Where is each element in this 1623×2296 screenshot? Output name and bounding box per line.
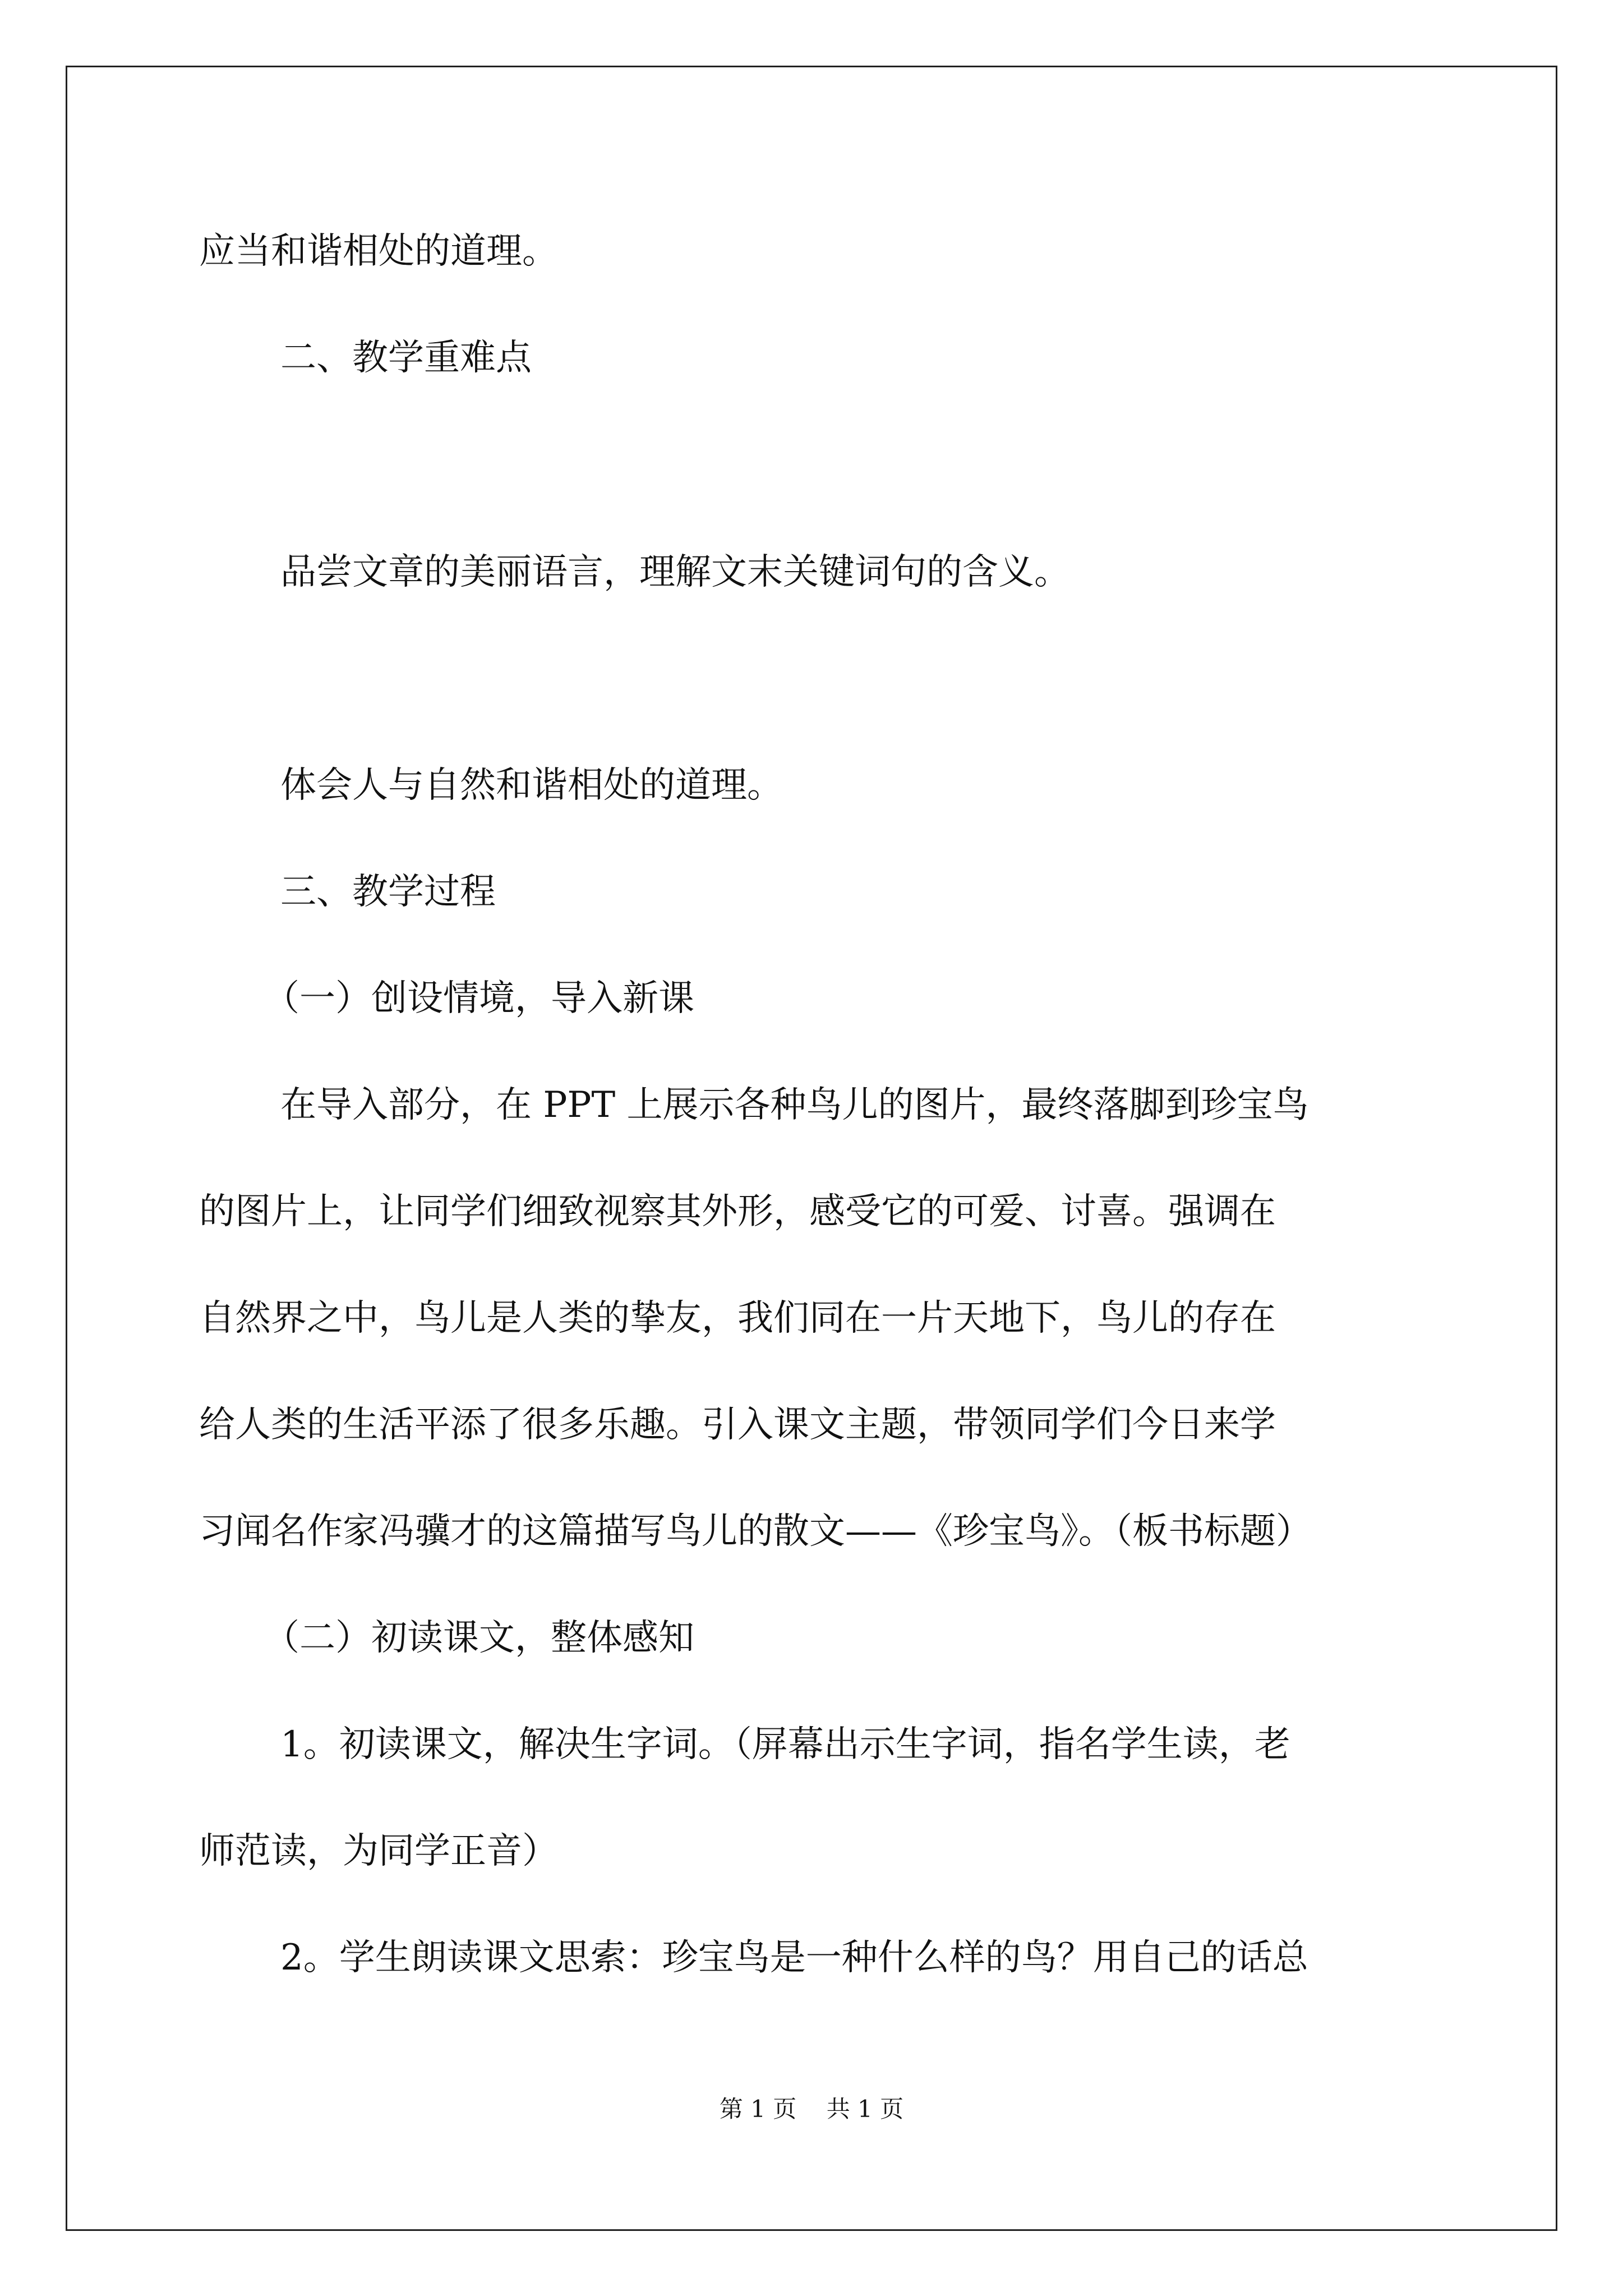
text-line: 在导入部分，在 PPT 上展示各种鸟儿的图片，最终落脚到珍宝鸟 <box>280 1084 1309 1126</box>
page-footer <box>0 2095 1623 2123</box>
text-line: 习闻名作家冯骥才的这篇描写鸟儿的散文——《珍宝鸟》。（板书标题） <box>199 1511 1312 1552</box>
text-line: 品尝文章的美丽语言，理解文末关键词句的含义。 <box>280 551 1070 593</box>
page-number: 第 1 页 <box>719 2095 797 2123</box>
section-heading: 二、教学重难点 <box>280 337 532 379</box>
page-border <box>66 66 1557 2231</box>
text-line: 自然界之中，鸟儿是人类的挚友，我们同在一片天地下，鸟儿的存在 <box>199 1297 1276 1339</box>
text-line: 1。初读课文，解决生字词。（屏幕出示生字词，指名学生读，老 <box>280 1724 1290 1765</box>
page-total: 共 1 页 <box>826 2095 904 2123</box>
text-line: 体会人与自然和谐相处的道理。 <box>280 765 783 806</box>
text-line: 给人类的生活平添了很多乐趣。引入课文主题，带领同学们今日来学 <box>199 1404 1276 1446</box>
text-line: 2。学生朗读课文思索：珍宝鸟是一种什么样的鸟？用自己的话总 <box>280 1937 1308 1978</box>
text-line: 的图片上，让同学们细致视察其外形，感受它的可爱、讨喜。强调在 <box>199 1191 1276 1232</box>
subsection-heading: （一）创设情境，导入新课 <box>264 978 694 1019</box>
section-heading: 三、教学过程 <box>280 871 496 913</box>
text-line: 师范读，为同学正音） <box>199 1830 558 1872</box>
text-line: 应当和谐相处的道理。 <box>199 231 558 272</box>
subsection-heading: （二）初读课文，整体感知 <box>264 1617 694 1659</box>
